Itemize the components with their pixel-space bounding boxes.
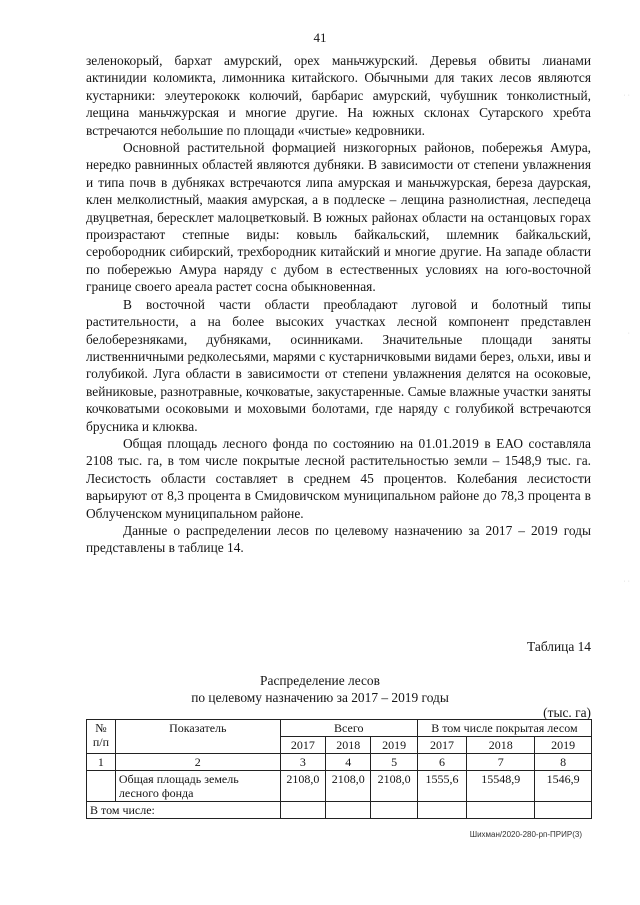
table-title-line-2: по целевому назначению за 2017 – 2019 годы [191,690,449,705]
column-number: 7 [467,754,535,771]
row-value [326,802,371,819]
column-number: 3 [280,754,325,771]
margin-scan-mark: · · [623,578,630,585]
header-year: 2018 [326,737,371,754]
column-number: 2 [115,754,280,771]
row-num [87,771,116,802]
footer-document-code: Шихман/2020-280-рп-ПРИР(3) [469,830,582,839]
header-total: Всего [280,720,417,737]
paragraph-4: Общая площадь лесного фонда по состоянию на 01.01.2019 в ЕАО составляла 2108 тыс. га, в том числе покрытые лесной растительностью земли – 1548,9 тыс. га. Лесистость области составляет в среднем 45 процентов. Колебания лесистости варьируют от 8,3 процента в Смидовичском муниципальном районе до 78,3 процента в Облученском муниципальном районе. [86,435,591,521]
margin-scan-mark: · · [623,92,630,99]
header-year: 2017 [417,737,466,754]
header-covered: В том числе покрытая лесом [417,720,591,737]
table-column-numbers-row [87,754,592,771]
header-year: 2019 [371,737,417,754]
table-header-row [87,720,592,737]
table-title [0,672,640,706]
paragraph-5: Данные о распределении лесов по целевому назначению за 2017 – 2019 годы представлены в таблице 14. [86,522,591,556]
column-number: 4 [326,754,371,771]
header-num: № п/п [87,720,116,754]
header-year: 2019 [535,737,592,754]
paragraph-2: Основной растительной формацией низкогорных районов, побережья Амура, нередко равнинных областей являются дубняки. В зависимости от степени увлажнения и типа почв в дубняках встречаются липа амурская и маньчжурская, береза даурская, клен мелколистный, маакия амурская, а в подлеске – лещина разнолистная, леспедеца двуцветная, бересклет малоцветковый. В южных районах области на останцовых горах произрастают степные виды: ковыль байкальский, шлемник байкальский, серобородник сибирский, трехбородник китайский и многие другие. На западе области по побережью Амура наряду с дубом в естественных условиях на юго-восточной границе своего ареала растет сосна обыкновенная. [86,140,591,295]
header-year: 2017 [280,737,325,754]
row-value [371,802,417,819]
forest-distribution-table [86,719,592,819]
page-number: 41 [313,30,327,45]
column-number: 6 [417,754,466,771]
row-value: 2108,0 [326,771,371,802]
row-value: 1555,6 [417,771,466,802]
table-label: Таблица 14 [527,639,591,654]
header-year: 2018 [467,737,535,754]
row-value: 2108,0 [280,771,325,802]
margin-scan-mark: · [627,330,630,337]
table-row [87,771,592,802]
row-value [467,802,535,819]
row-indicator: В том числе: [87,802,281,819]
row-value [417,802,466,819]
column-number: 5 [371,754,417,771]
table-title-line-1: Распределение лесов [260,673,380,688]
row-value: 1546,9 [535,771,592,802]
body-text [86,52,591,557]
column-number: 1 [87,754,116,771]
paragraph-1: зеленокорый, бархат амурский, орех маньчжурский. Деревья обвиты лианами актинидии коломикта, лимонника китайского. Обычными для таких лесов являются кустарники: элеутерококк колючий, барбарис амурский, чубушник тонколистный, лещина маньчжурская и многие другие. На южных склонах Сутарского хребта встречаются небольшие по площади «чистые» кедровники. [86,53,591,138]
row-value [535,802,592,819]
table-unit: (тыс. га) [543,705,591,720]
paragraph-3: В восточной части области преобладают луговой и болотный типы растительности, а на более высоких участках лесной компонент представлен белоберезняками, дубняками, осинниками. Значительные площади заняты лиственничными редколесьями, марями с кустарничковыми видами берез, ольхи, ивы и голубикой. Луга области в зависимости от степени увлажнения делятся на осоковые, вейниковые, разнотравные, кочковатые, закустаренные. Самые влажные участки заняты кочковатыми осоковыми и моховыми болотами, где наряду с голубикой встречаются брусника и клюква. [86,296,591,434]
row-value: 15548,9 [467,771,535,802]
column-number: 8 [535,754,592,771]
row-indicator: Общая площадь земель лесного фонда [115,771,280,802]
header-indicator: Показатель [115,720,280,754]
row-value [280,802,325,819]
table-row [87,802,592,819]
row-value: 2108,0 [371,771,417,802]
